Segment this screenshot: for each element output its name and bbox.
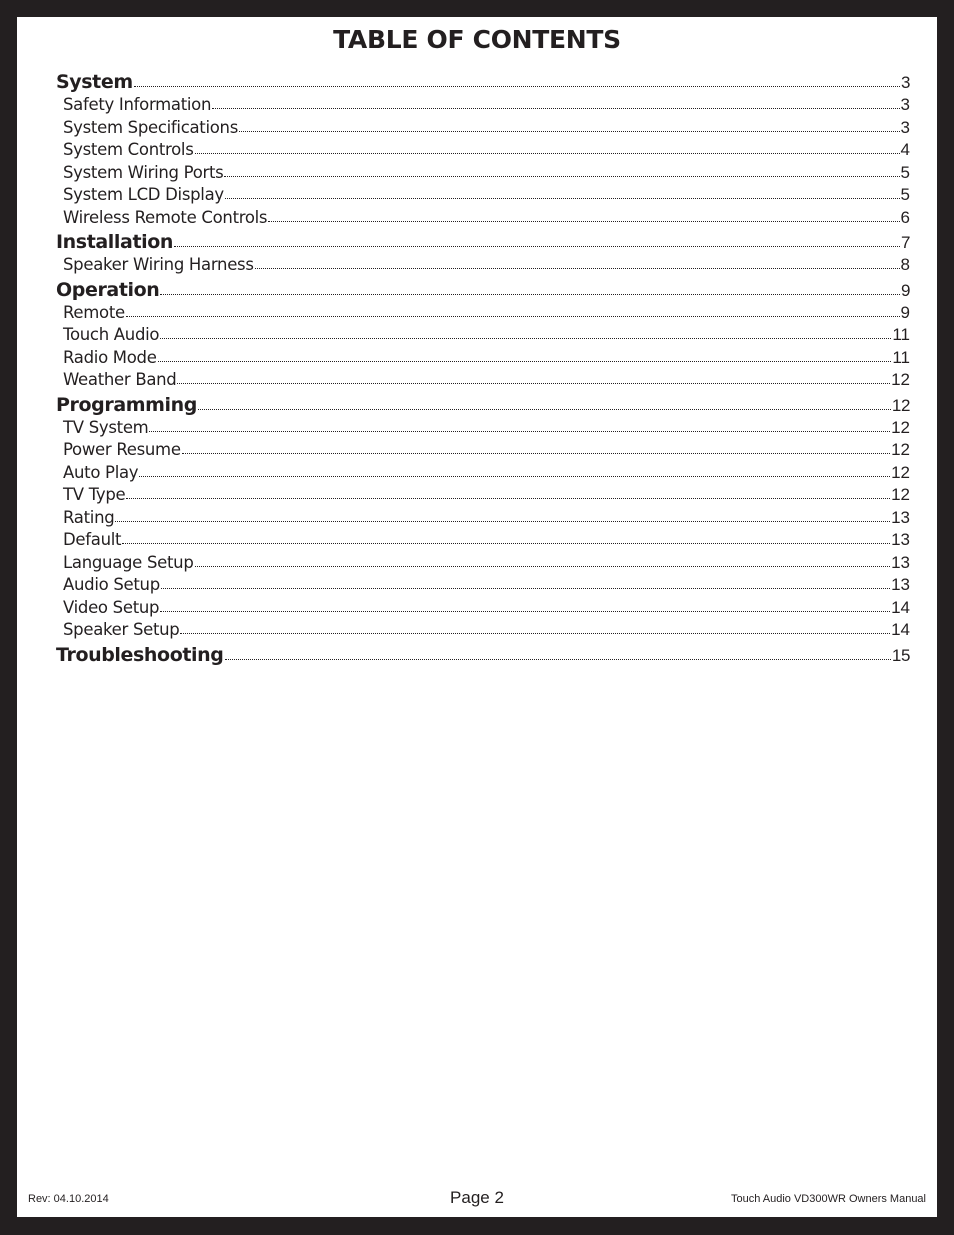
toc-entry-page-number: 13 — [891, 575, 910, 594]
toc-subsection-entry — [56, 370, 910, 393]
toc-entry-label: Wireless Remote Controls — [63, 207, 268, 227]
toc-entry-page-number: 6 — [900, 207, 910, 227]
revision-date: Rev: 04.10.2014 — [28, 1193, 109, 1205]
toc-subsection-entry — [56, 463, 910, 486]
toc-entry-page-number: 12 — [891, 395, 910, 415]
toc-entry-label: System Specifications — [63, 117, 239, 137]
toc-section-entry — [56, 231, 910, 255]
toc-entry-page-number: 13 — [891, 507, 910, 527]
dot-leader — [195, 566, 891, 567]
dot-leader — [225, 198, 900, 199]
toc-entry-page-number: 12 — [891, 370, 910, 389]
dot-leader — [177, 383, 890, 384]
toc-entry-label: Default — [63, 530, 122, 549]
toc-entry-label: TV System — [63, 417, 149, 437]
toc-subsection-entry — [56, 255, 910, 278]
toc-subsection-entry — [56, 185, 910, 208]
dot-leader — [160, 294, 900, 295]
toc-subsection-entry — [56, 163, 910, 186]
dot-leader — [126, 498, 890, 499]
toc-section-entry — [56, 71, 910, 95]
toc-entry-page-number: 3 — [900, 117, 910, 137]
toc-entry-label: Troubleshooting — [56, 643, 224, 666]
dot-leader — [225, 659, 891, 660]
toc-section-entry — [56, 644, 910, 668]
toc-subsection-entry — [56, 208, 910, 231]
toc-subsection-entry — [56, 530, 910, 553]
toc-entry-page-number: 7 — [900, 233, 910, 252]
dot-leader — [149, 431, 890, 432]
manual-title: Touch Audio VD300WR Owners Manual — [730, 1193, 926, 1205]
dot-leader — [239, 131, 900, 132]
toc-entry-page-number: 5 — [900, 162, 910, 182]
toc-entry-label: Touch Audio — [63, 325, 160, 344]
toc-subsection-entry — [56, 575, 910, 598]
toc-subsection-entry — [56, 598, 910, 621]
page-title: TABLE OF CONTENTS — [333, 25, 621, 54]
toc-entry-label: Weather Band — [63, 370, 177, 389]
dot-leader — [126, 316, 900, 317]
toc-entry-label: Language Setup — [63, 552, 194, 572]
toc-entry-page-number: 4 — [900, 140, 910, 159]
dot-leader — [160, 611, 890, 612]
toc-entry-page-number: 9 — [900, 280, 910, 300]
toc-entry-label: TV Type — [63, 485, 126, 504]
dot-leader — [182, 453, 890, 454]
toc-subsection-entry — [56, 508, 910, 531]
toc-entry-page-number: 12 — [891, 485, 910, 504]
toc-subsection-entry — [56, 303, 910, 326]
dot-leader — [134, 86, 900, 87]
toc-entry-page-number: 14 — [891, 597, 910, 617]
toc-entry-page-number: 3 — [900, 73, 910, 92]
dot-leader — [139, 476, 890, 477]
dot-leader — [255, 268, 900, 269]
toc-entry-page-number: 11 — [892, 325, 910, 344]
dot-leader — [161, 588, 890, 589]
toc-entry-label: Auto Play — [63, 462, 139, 482]
toc-entry-label: Installation — [56, 231, 174, 253]
toc-subsection-entry — [56, 418, 910, 441]
toc-subsection-entry — [56, 440, 910, 463]
toc-entry-label: Programming — [56, 393, 197, 416]
page-number: Page 2 — [450, 1188, 504, 1207]
toc-entry-label: System — [56, 71, 133, 93]
toc-entry-label: Speaker Wiring Harness — [63, 255, 254, 274]
toc-subsection-entry — [56, 553, 910, 576]
dot-leader — [174, 246, 900, 247]
dot-leader — [224, 176, 899, 177]
dot-leader — [115, 521, 890, 522]
dot-leader — [160, 338, 891, 339]
dot-leader — [268, 221, 899, 222]
dot-leader — [122, 543, 890, 544]
toc-entry-label: System Wiring Ports — [63, 162, 224, 182]
toc-entry-label: Speaker Setup — [63, 620, 180, 639]
toc-entry-page-number: 13 — [891, 530, 910, 549]
toc-entry-label: System Controls — [63, 140, 194, 159]
toc-entry-label: Remote — [63, 302, 125, 322]
dot-leader — [212, 108, 899, 109]
toc-subsection-entry — [56, 140, 910, 163]
toc-subsection-entry — [56, 348, 910, 371]
toc-section-entry — [56, 394, 910, 418]
toc-entry-label: Video Setup — [63, 597, 160, 617]
table-of-contents — [56, 70, 910, 668]
toc-entry-label: Radio Mode — [63, 347, 157, 367]
toc-entry-label: Audio Setup — [63, 575, 160, 594]
toc-entry-label: System LCD Display — [63, 185, 224, 204]
toc-entry-page-number: 3 — [900, 95, 910, 114]
toc-entry-page-number: 8 — [900, 255, 910, 274]
toc-entry-page-number: 13 — [891, 552, 910, 572]
toc-entry-page-number: 11 — [892, 347, 910, 367]
toc-entry-page-number: 15 — [891, 645, 910, 665]
document-page — [17, 17, 937, 1217]
dot-leader — [180, 633, 890, 634]
dot-leader — [195, 153, 900, 154]
dot-leader — [158, 361, 892, 362]
toc-entry-page-number: 12 — [891, 462, 910, 482]
toc-subsection-entry — [56, 620, 910, 643]
toc-entry-page-number: 12 — [891, 417, 910, 437]
toc-entry-page-number: 12 — [891, 440, 910, 459]
toc-section-entry — [56, 279, 910, 303]
toc-subsection-entry — [56, 485, 910, 508]
dot-leader — [198, 409, 891, 410]
toc-entry-label: Safety Information — [63, 95, 212, 114]
toc-entry-label: Operation — [56, 278, 160, 301]
toc-subsection-entry — [56, 118, 910, 141]
toc-entry-page-number: 14 — [891, 620, 910, 639]
toc-entry-page-number: 9 — [900, 302, 910, 322]
toc-entry-page-number: 5 — [900, 185, 910, 204]
toc-entry-label: Power Resume — [63, 440, 181, 459]
toc-subsection-entry — [56, 325, 910, 348]
toc-subsection-entry — [56, 95, 910, 118]
toc-entry-label: Rating — [63, 507, 115, 527]
